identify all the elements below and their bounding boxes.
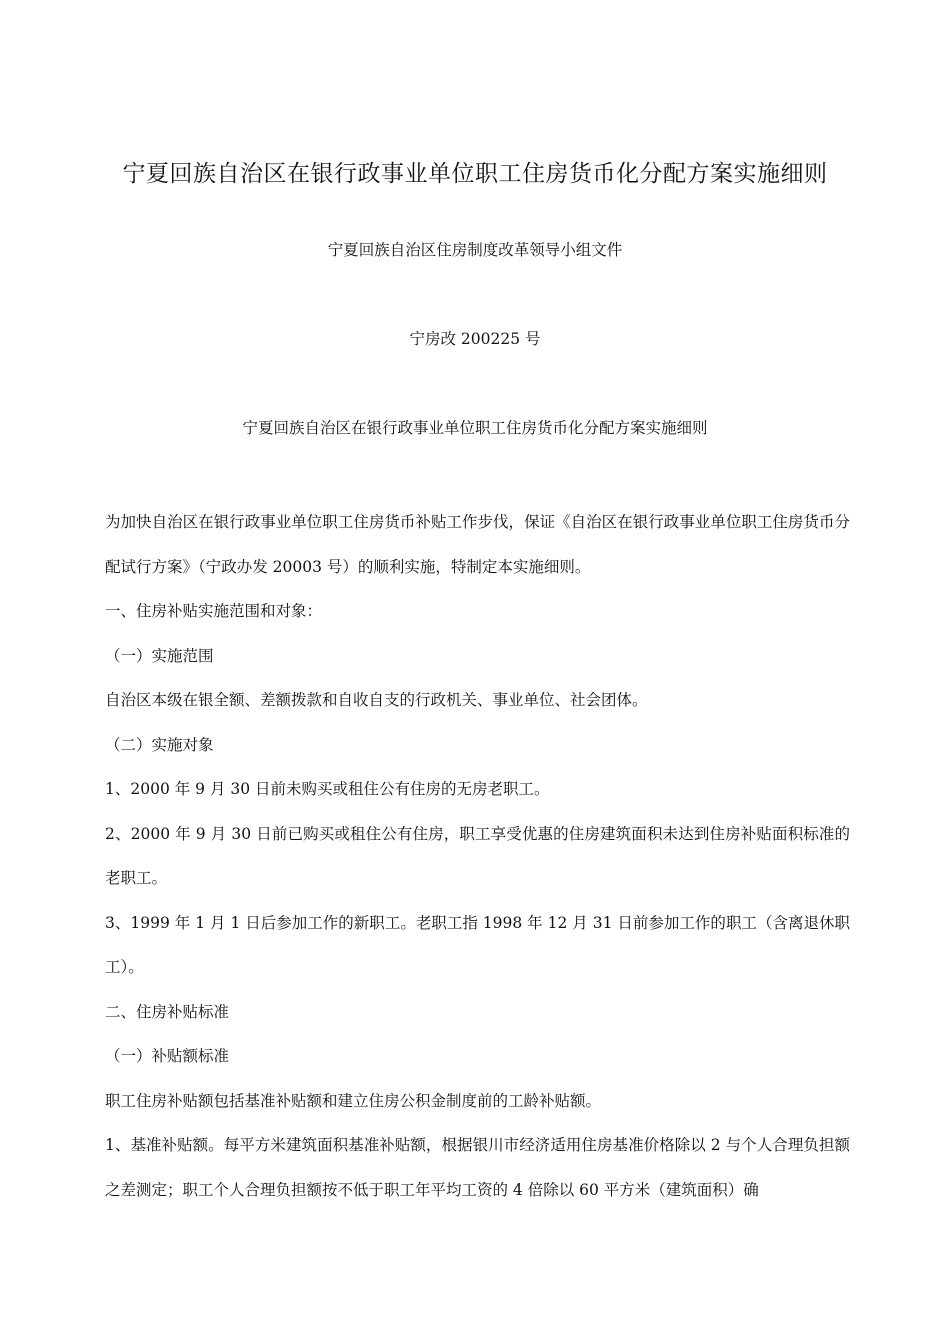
paragraph-amount: 职工住房补贴额包括基准补贴额和建立住房公积金制度前的工龄补贴额。: [105, 1091, 602, 1110]
subsection-heading-targets: （二）实施对象: [105, 735, 214, 754]
document-body: [105, 500, 850, 1212]
list-item-base-amount: 1、基准补贴额。每平方米建筑面积基准补贴额，根据银川市经济适用住房基准价格除以 2 与个人合理负担额之差测定；职工个人合理负担额按不低于职工年平均工资的 4 倍除以 60 平方米（建筑面积）确: [105, 1136, 850, 1199]
document-number: 宁房改 200225 号: [409, 330, 541, 348]
subsection-heading-amount: （一）补贴额标准: [105, 1047, 230, 1065]
paragraph-intro: 为加快自治区在银行政事业单位职工住房货币补贴工作步伐，保证《自治区在银行政事业单位职工住房货币分配试行方案》（宁政办发 20003 号）的顺利实施，特制定本实施细则。: [105, 513, 850, 576]
section-heading-1: 一、住房补贴实施范围和对象：: [105, 602, 323, 620]
document-subtitle: 宁夏回族自治区在银行政事业单位职工住房货币化分配方案实施细则: [242, 419, 708, 437]
issuer-line: 宁夏回族自治区住房制度改革领导小组文件: [327, 241, 623, 259]
section-heading-2: 二、住房补贴标准: [105, 1002, 230, 1021]
paragraph-scope: 自治区本级在银全额、差额拨款和自收自支的行政机关、事业单位、社会团体。: [105, 691, 648, 709]
document-title: 宁夏回族自治区在银行政事业单位职工住房货币化分配方案实施细则: [122, 161, 828, 187]
subsection-heading-scope: （一）实施范围: [105, 646, 214, 665]
list-item-3: 3、1999 年 1 月 1 日后参加工作的新职工。老职工指 1998 年 12 月 31 日前参加工作的职工（含离退休职工）。: [105, 913, 850, 976]
list-item-1: 1、2000 年 9 月 30 日前未购买或租住公有住房的无房老职工。: [105, 780, 550, 798]
list-item-2: 2、2000 年 9 月 30 日前已购买或租住公有住房，职工享受优惠的住房建筑面积未达到住房补贴面积标准的老职工。: [105, 824, 850, 887]
